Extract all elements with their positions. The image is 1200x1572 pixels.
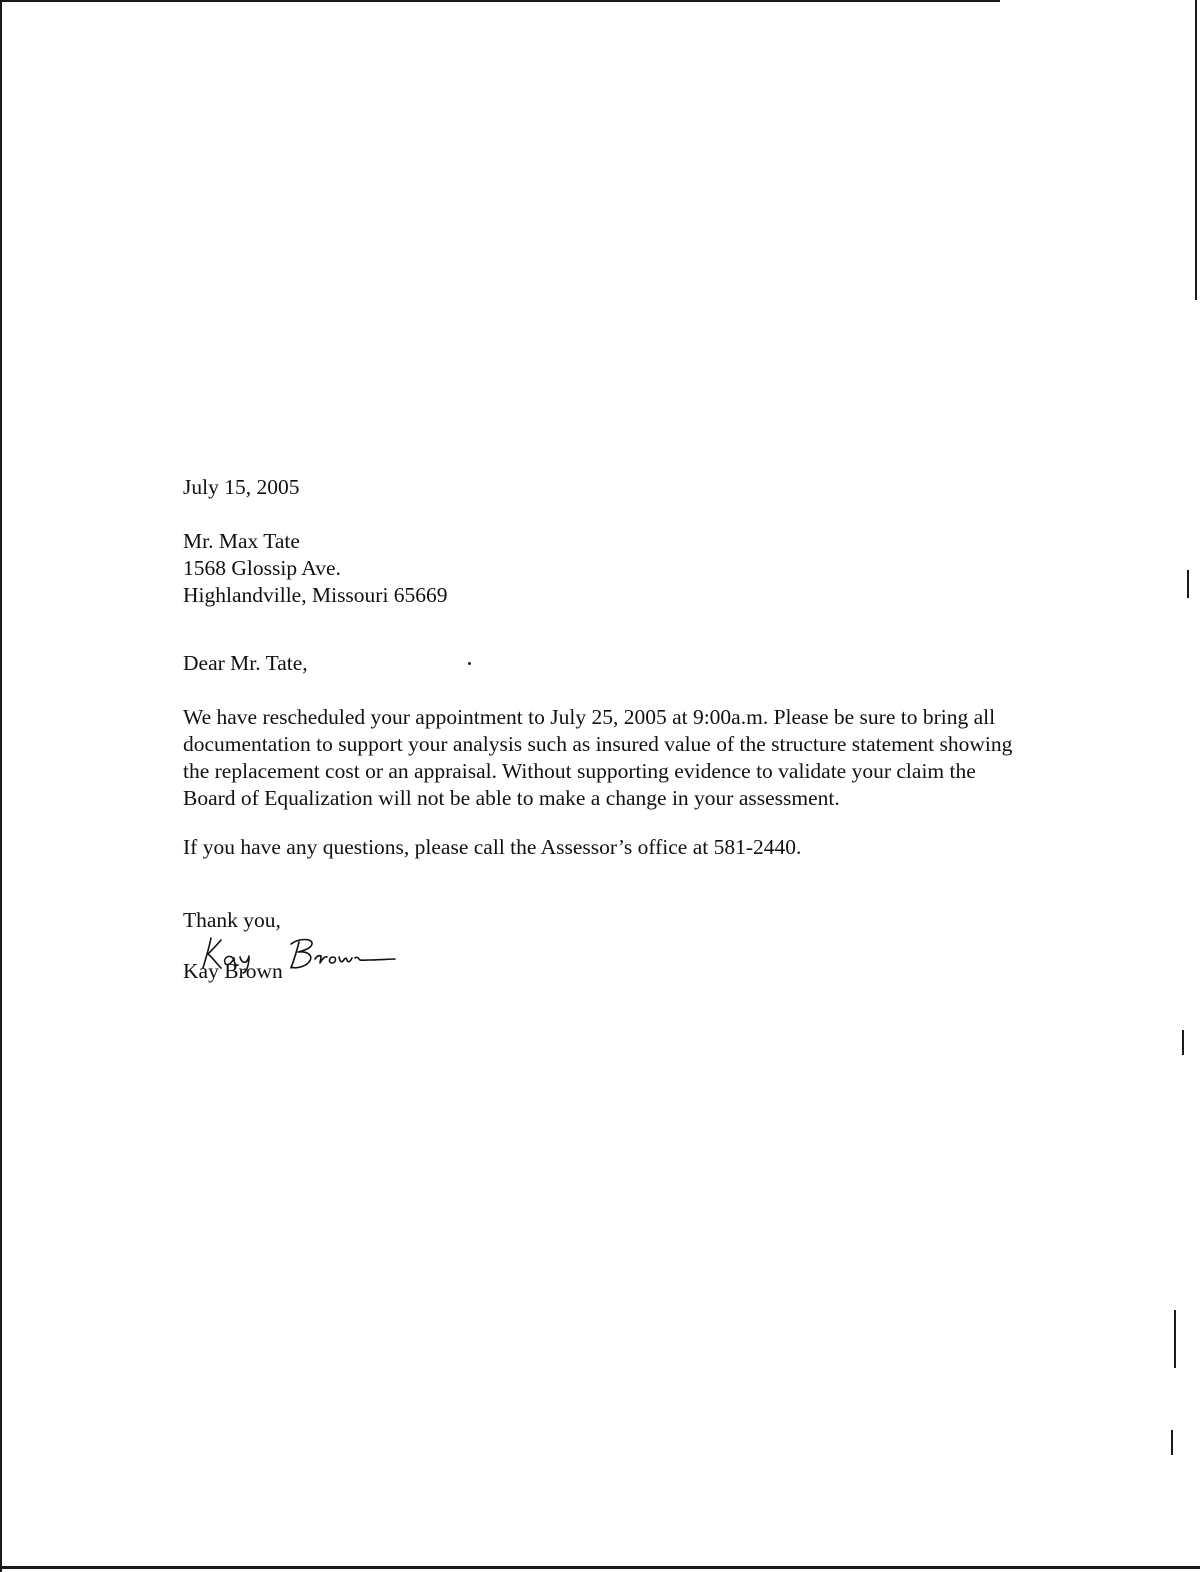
body-paragraph-1: We have rescheduled your appointment to July 25, 2005 at 9:00a.m. Please be sure to bring all documentation to support your analysis such as insured value of the structure statement showing the replacement cost or an appraisal. Without supporting evidence to validate your claim the Board of Equalization will not be able to make a change in your assessment.	[183, 705, 1013, 810]
signature-drawing	[199, 932, 409, 974]
body-paragraph-2: If you have any questions, please call the Assessor’s office at 581-2440.	[183, 835, 802, 859]
handwritten-signature	[183, 936, 1043, 980]
signer-name: Kay Brown	[183, 959, 283, 983]
scan-mark-right-2	[1182, 1030, 1184, 1055]
scan-right-border-top	[1195, 0, 1197, 300]
salutation: Dear Mr. Tate,	[183, 651, 308, 675]
closing: Thank you,	[183, 908, 281, 932]
recipient-street: 1568 Glossip Ave.	[183, 556, 341, 580]
letter-date: July 15, 2005	[183, 475, 300, 499]
scan-bottom-border	[0, 1566, 1200, 1569]
recipient-address	[183, 528, 1043, 609]
recipient-city-state-zip: Highlandville, Missouri 65669	[183, 583, 448, 607]
scan-mark-right-1	[1187, 570, 1189, 598]
scan-mark-right-4	[1171, 1430, 1173, 1455]
scan-mark-right-3	[1174, 1310, 1176, 1368]
scan-top-border	[0, 0, 1000, 2]
letter-body	[183, 474, 1043, 985]
recipient-name: Mr. Max Tate	[183, 529, 300, 553]
scan-left-border	[0, 0, 2, 1572]
